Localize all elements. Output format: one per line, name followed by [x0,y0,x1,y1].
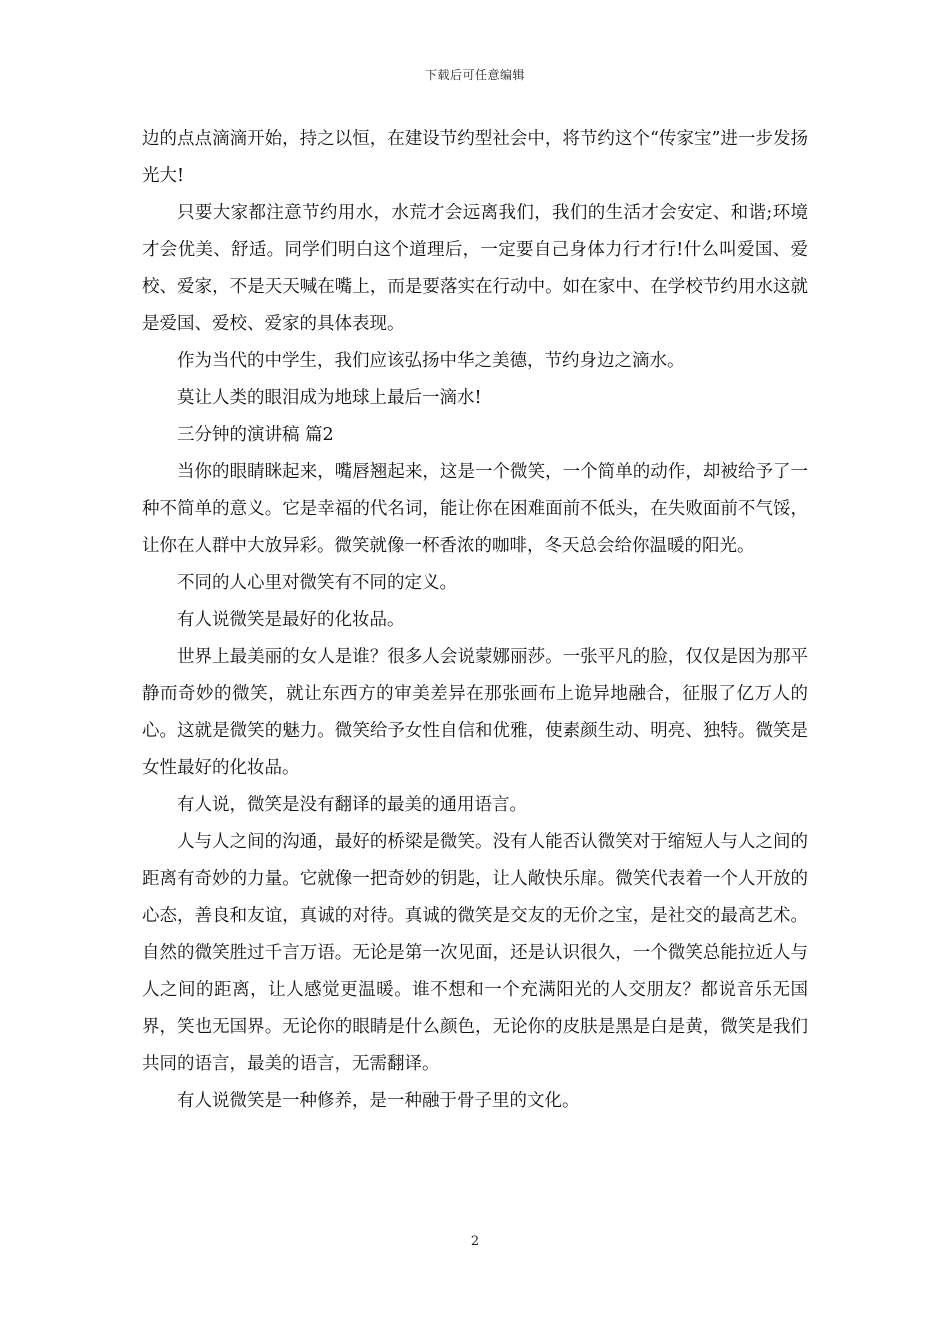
page-number: 2 [470,1234,480,1249]
paragraph: 世界上最美丽的女人是谁？很多人会说蒙娜丽莎。一张平凡的脸，仅仅是因为那平静而奇妙的微笑，就让东西方的审美差异在那张画布上诡异地融合，征服了亿万人的心。这就是微笑的魅力。微笑给予女性自信和优雅，使素颜生动、明亮、独特。微笑是女性最好的化妆品。 [142,647,808,778]
paragraph: 莫让人类的眼泪成为地球上最后一滴水! [177,388,482,408]
section-heading: 三分钟的演讲稿 篇2 [177,425,334,445]
paragraph: 只要大家都注意节约用水，水荒才会远离我们，我们的生活才会安定、和谐;环境才会优美、舒适。同学们明白这个道理后，一定要自己身体力行才行!什么叫爱国、爱校、爱家，不是天天喊在嘴上，而是要落实在行动中。如在家中、在学校节约用水这就是爱国、爱校、爱家的具体表现。 [142,203,808,334]
paragraph: 人与人之间的沟通，最好的桥梁是微笑。没有人能否认微笑对于缩短人与人之间的距离有奇妙的力量。它就像一把奇妙的钥匙，让人敞快乐扉。微笑代表着一个人开放的心态，善良和友谊，真诚的对待。真诚的微笑是交友的无价之宝，是社交的最高艺术。自然的微笑胜过千言万语。无论是第一次见面，还是认识很久，一个微笑总能拉近人与人之间的距离，让人感觉更温暖。谁不想和一个充满阳光的人交朋友？都说音乐无国界，笑也无国界。无论你的眼睛是什么颜色，无论你的皮肤是黑是白是黄，微笑是我们共同的语言，最美的语言，无需翻译。 [142,832,808,1074]
paragraph: 边的点点滴滴开始，持之以恒，在建设节约型社会中，将节约这个“传家宝”进一步发扬光大! [142,129,808,186]
document-body [142,121,808,1120]
paragraph: 不同的人心里对微笑有不同的定义。 [177,573,457,593]
paragraph: 当你的眼睛眯起来，嘴唇翘起来，这是一个微笑，一个简单的动作，却被给予了一种不简单的意义。它是幸福的代名词，能让你在困难面前不低头，在失败面前不气馁，让你在人群中大放异彩。微笑就像一杯香浓的咖啡，冬天总会给你温暖的阳光。 [142,462,808,556]
paragraph: 作为当代的中学生，我们应该弘扬中华之美德，节约身边之滴水。 [177,351,685,371]
page-header: 下载后可任意编辑 [424,68,525,82]
paragraph: 有人说微笑是一种修养，是一种融于骨子里的文化。 [177,1091,580,1111]
paragraph: 有人说，微笑是没有翻译的最美的通用语言。 [177,795,527,815]
paragraph: 有人说微笑是最好的化妆品。 [177,610,405,630]
